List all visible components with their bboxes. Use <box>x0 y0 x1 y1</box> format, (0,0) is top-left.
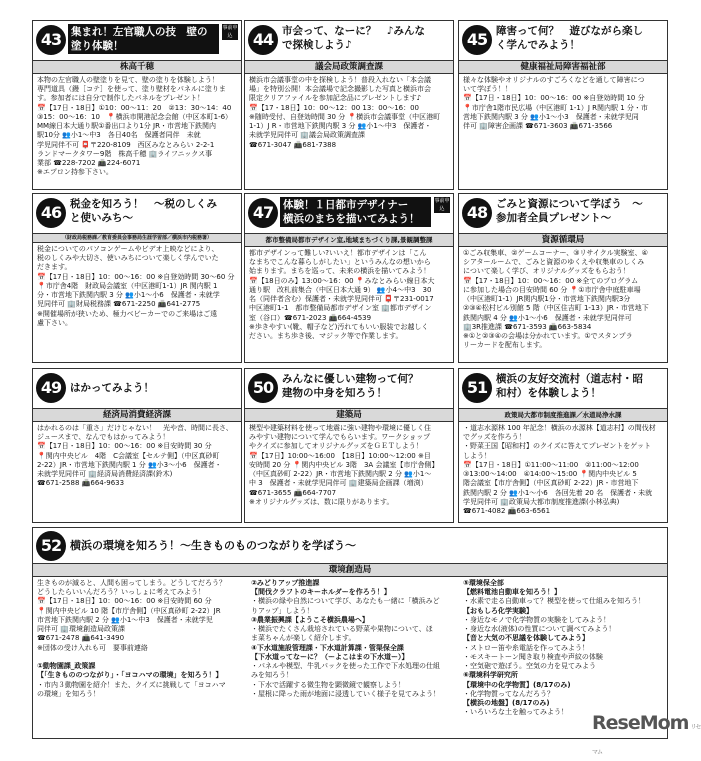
body-line: 都市デザインって難しい?いいえ！都市デザインは「こん <box>249 249 427 257</box>
card-header <box>245 194 453 234</box>
body-line: ※歩きやすい(靴、帽子など)汚れてもいい服装でお越しく <box>249 322 429 331</box>
body-line: ・横浜でたくさん栽培されている野菜や果物について、ほ <box>251 625 433 634</box>
body-line: どうしたらいいんだろう？いっしょに考えてみよう！ <box>37 588 205 597</box>
body-line: 同伴可 🏢環境創造局政策課 <box>37 625 125 634</box>
card-title: 横浜の友好交流村（道志村・昭和村）を体験しよう！ <box>496 373 643 399</box>
body-line: ☎671-2478 📠641-3490 <box>37 634 125 643</box>
column-1 <box>33 577 245 701</box>
department: 政策局大都市制度推進課／水道局浄水課 <box>459 409 667 422</box>
body-line: に参加した場合の目安時間 60 分 📍①市庁舎中庭駐車場 <box>463 285 641 294</box>
body-line: 【おもしろ化学実験】 <box>463 606 533 615</box>
body-line: 駅10分 👥小1～中3 各日40名 保護者同伴 未就 <box>37 131 201 140</box>
card-52 <box>32 527 668 739</box>
body-line: みを知ろう！ <box>251 671 293 680</box>
body-line: 未就学児同伴可 🏢議会局政策調査課 <box>249 131 365 140</box>
body-line: 中区港町1-1 都市整備局都市デザイン室 🏢都市デザイン <box>249 304 432 313</box>
body-line: ・パネルや模型、牛乳パックを使った工作で下水処理の仕組 <box>251 662 440 671</box>
body-line: 未就学児同伴可 🏢経済局消費経済課(鈴木) <box>37 470 173 479</box>
body-line: 市営地下鉄関内駅 2 分 👥小1～中3 保護者・未就学児 <box>37 615 213 624</box>
body-line: 【燃料電池自動車を知ろう！】 <box>463 588 561 597</box>
body-line: ①動物園課_政策課 <box>37 662 96 671</box>
card-header <box>459 194 667 234</box>
body-line: 業部 ☎228-7202 📠224-6071 <box>37 159 141 168</box>
body-line: しよう！ <box>463 451 491 460</box>
card-header <box>459 369 667 409</box>
body-line: 📅【17日】10:00～16:00 【18日】10:00～12:00 ※目 <box>249 451 431 460</box>
body-line: シアタールームで、ごみと資源のゆくえや収集車のしくみ <box>463 258 645 267</box>
body-line: 名（同伴者含む）保護者・未就学児同伴可 📮〒231-0017 <box>249 295 434 304</box>
card-title: 税金を知ろう！ ～税のしくみと使いみち～ <box>70 198 217 224</box>
body-line: ①ごみ収集車、②ゲームコーナー、③リサイクル実験室、④ <box>463 249 648 257</box>
body-line: 慮下さい。 <box>37 318 72 327</box>
body-line: ☎671-2588 📠664-9633 <box>37 479 125 488</box>
card-51 <box>458 368 668 523</box>
body-line: 📍市庁舎4階 財政局会議室（中区港町1-1）JR 関内駅 1 <box>37 281 218 290</box>
body-line: 【間伐クラフトのキーホルダーを作ろう！】 <box>251 588 391 597</box>
body-line: ・市内３動物園を紹介！また、クイズに挑戦して「ヨコハマ <box>37 680 226 689</box>
body-line: について楽しく学び、オリジナルグッズをもらおう！ <box>463 267 630 276</box>
department: 健康福祉局障害福祉部 <box>459 61 667 74</box>
card-number: 47 <box>248 198 278 228</box>
body-line: 鉄関内駅 4 分 👥小1～小6 保護者・未就学児同伴可 <box>463 313 632 322</box>
body-line: 学児同伴可 🏢政策局大都市制度推進課(小林弘典) <box>463 497 620 506</box>
body-line: ③農業振興課【ようこそ横浜農場へ】 <box>251 615 369 624</box>
body-line: ⑤環境保全部 <box>463 579 504 587</box>
column-3 <box>459 577 667 720</box>
body-line: 【下水道ってなーに？（ーよこはまの下水道ー）】 <box>251 652 409 661</box>
body-line: ・野菜王国【昭和村】のクイズに答えてプレゼントをゲット <box>463 442 652 451</box>
body-line: 営地下鉄関内駅 3 分 👥小1～小3 保護者・未就学児同 <box>463 112 639 121</box>
body-line: 📅【17日・18日】10：00～16：00 ※目安時間 60 分 <box>37 597 212 606</box>
body-line: ・身近な水(液体)の性質について調べてみよう！ <box>463 625 616 634</box>
card-header <box>33 369 241 409</box>
body-line: いて学ぼう！！ <box>463 85 512 94</box>
body-line: ☎671-4082 📠663-6561 <box>463 507 551 516</box>
card-body <box>459 422 667 518</box>
department: 環境創造局 <box>33 564 667 577</box>
card-50 <box>244 368 454 523</box>
body-line: ☎671-3655 📠664-7707 <box>249 488 337 497</box>
body-line: ②③④松村ビル別館 5 階（中区住吉町 1-13）JR・市営地下 <box>463 304 649 313</box>
card-49 <box>32 368 242 523</box>
body-line: ・横浜の緑や自然について学び、あなたも一緒に「横浜みど <box>251 597 440 606</box>
body-line: ・ストロー笛や糸電話を作ってみよう！ <box>463 643 589 652</box>
body-line: 横浜市会議事堂の中を探検しよう！普段入れない「本会議 <box>249 76 431 84</box>
body-line: （中区港町1-1）JR関内駅1分・市営地下鉄関内駅3分 <box>463 295 631 304</box>
body-line: 通り駅 改札前集合（中区日本大通 9） 👥小4～中3 30 <box>249 285 432 294</box>
body-line: 【環境中の化学物質】(8/17のみ) <box>463 680 571 689</box>
body-line: ・化学物質ってなんだろう？ <box>463 689 554 698</box>
body-line: 📅【17日・18日】①11:00～11:00 ②11:00～12:00 <box>463 460 639 469</box>
body-line: 生きものが減ると、人間も困ってしまう。どうしてだろう？ <box>37 579 226 587</box>
card-header <box>33 21 241 61</box>
body-line: ・空気砲で遊ぼう。空気の力を見てみよう <box>463 662 596 671</box>
body-line: 📍関内中央ビル 4階 C会議室【セルテ側】（中区真砂町 <box>37 451 220 460</box>
card-number: 45 <box>462 25 492 55</box>
department: 株高千穂 <box>33 61 241 74</box>
body-line <box>37 653 241 662</box>
card-header <box>459 21 667 61</box>
body-line: やクイズに参加してオリジナルグッズをＧＥＴしよう！ <box>249 442 423 451</box>
body-line: 📅【17・18日】10：00～16：00 ※全てのプログラム <box>463 276 639 285</box>
body-line: 専門道具（鏝［コテ］を使って、塗り壁材をパネルに塗りま <box>37 85 226 94</box>
card-number: 44 <box>248 25 278 55</box>
body-line: 学児同伴不可 📮〒220-8109 西区みなとみらい 2-2-1 <box>37 140 215 149</box>
card-title: ごみと資源について学ぼう ～参加者全員プレゼント～ <box>496 198 643 224</box>
department: 議会局政策調査課 <box>245 61 453 74</box>
body-line: 【横浜の地盤】(8/17のみ) <box>463 699 550 708</box>
card-body <box>245 74 453 152</box>
body-line: （中区真砂町 2-22）JR・市営地下鉄関内駅 2 分 👥小1～ <box>249 470 432 479</box>
body-line: 📍市庁舎1階市民広場（中区港町 1-1）J R関内駅 1 分・市 <box>463 103 648 112</box>
card-47 <box>244 193 454 363</box>
body-line: の環境」を知ろう！ <box>37 689 100 698</box>
card-header <box>245 369 453 409</box>
body-line: ・道志水源林 100 年記念！横浜の水源林【道志村】の間伐材 <box>463 424 656 432</box>
card-number: 49 <box>36 373 66 403</box>
body-line: りアップ」しよう！ <box>251 606 314 615</box>
card-48 <box>458 193 668 363</box>
body-line: す。参加者には自分で制作したパネルをプレゼント！ <box>37 94 205 103</box>
card-number: 50 <box>248 373 278 403</box>
body-line: 📅【17日・18日】10：00～16：00 ※自登効時間 10 分 <box>463 94 645 103</box>
card-body <box>245 247 453 343</box>
body-line: ※オリジナルグッズは、数に限りがあります。 <box>249 497 394 506</box>
body-line: 【「生きもののつながり」・「ヨコハマの環境」を知ろう！】 <box>37 671 223 680</box>
body-line: 1-1）J R・市営地下鉄関内駅 3 分 👥小1～中3 保護者・ <box>249 122 432 131</box>
body-line: 📅【17日・18日】①10：00～11：20 ②13：30～14：40 <box>37 103 232 112</box>
body-line: ・下水で活躍する微生物を顕微鏡で観察しよう！ <box>251 680 405 689</box>
body-line: ださい。まち歩き後、マジック等で作業します。 <box>249 332 403 341</box>
body-line: 📅【18日のみ】13:00～16：00 📍みなとみらい線日本大 <box>249 276 435 285</box>
card-title: 横浜の環境を知ろう！～生きものものつながりを学ぼう～ <box>70 539 356 552</box>
pre-registration-tag: 事前申込 <box>434 198 450 212</box>
card-body <box>459 74 667 133</box>
body-line: 模型や建築材料を使って地震に強い建物や環境に優しく住 <box>249 424 431 432</box>
pre-registration-tag: 事前申込 <box>222 25 238 39</box>
card-43 <box>32 20 242 190</box>
body-line: ※エプロン持参下さい。 <box>37 168 113 177</box>
body-line: 限定クリアファイルを参加記念品にプレゼントします♪ <box>249 94 422 103</box>
body-line: 中 3 保護者・未就学児同伴可 🏢建築局企画課（増渕） <box>249 479 428 488</box>
body-line: 📅【17日・18日】10：00～16：00 ※自登効時間 30～60 分 <box>37 272 235 281</box>
department: 資源循環局 <box>459 234 667 247</box>
body-line: 児同伴可 🏢財局税務課 ☎671-2250 📠641-2775 <box>37 300 201 309</box>
body-line: 税金についてのパソコンゲームやビデオ上映などにより、 <box>37 245 219 253</box>
body-line: ジュースまで、なんでもはかってみよう！ <box>37 433 170 442</box>
card-body <box>33 74 241 180</box>
card-number: 48 <box>462 198 492 228</box>
body-line: 本物の左官職人の壁塗りを見て、壁の塗りを体験しよう！ <box>37 76 219 84</box>
body-line: ・身近なモノで化学物質の実験をしてみよう！ <box>463 615 611 624</box>
body-line: でグッズを作ろう！ <box>463 433 526 442</box>
body-line: だきます。 <box>37 263 72 272</box>
card-title: 体験！１日都市デザイナー 横浜のまちを描いてみよう！ <box>280 197 431 227</box>
card-body <box>459 247 667 353</box>
card-title: はかってみよう！ <box>70 382 154 394</box>
body-line: ④下水道施設管理課・下水道計算課・管渠保全課 <box>251 643 404 652</box>
body-line: 階会議室【市庁舎側】（中区真砂町 2-22）JR・市営地下 <box>463 479 639 488</box>
department: 経済局消費経済課 <box>33 409 241 422</box>
body-line: ③13:00～14:00 ④14:00～15:00 📍関内中央ビル 5 <box>463 470 637 479</box>
logo-subtext: リセマム <box>592 724 701 757</box>
column-2 <box>247 577 457 701</box>
card-title: 市会って、なーに？ ♪みんなで探検しよう♪ <box>282 25 425 51</box>
body-line: なまちでこんな暮らしがしたい」というみんなの想いから <box>249 258 431 267</box>
body-line: 室（谷口）☎671-2023 📠664-4539 <box>249 313 372 322</box>
body-line: みやすい建物について学んでもらいます。ワークショップ <box>249 433 431 442</box>
department: 建築局 <box>245 409 453 422</box>
body-line: ☎671-3047 📠681-7388 <box>249 140 337 149</box>
body-line: ③15：00～16：10 📍横浜市開港記念会館（中区本町1-6） <box>37 112 233 121</box>
body-line: 伴可 🏢障害企画課 ☎671-3603 📠671-3566 <box>463 122 613 131</box>
card-body <box>33 422 241 491</box>
body-line: ・いろいろな土を触ってみよう！ <box>463 708 568 717</box>
card-title: 集まれ！左官職人の技 壁の塗り体験！ <box>68 24 219 54</box>
card-header <box>33 194 241 234</box>
card-body <box>33 243 241 330</box>
logo-text: ReseMom <box>592 712 689 734</box>
body-line: ・水素で走る自動車って？模型を使って仕組みを知ろう！ <box>463 597 645 606</box>
body-line: ②みどりアップ推進課 <box>251 579 320 587</box>
body-line: ランドマークタワー9階 株高千穂 🏢ライフニックス事 <box>37 149 213 158</box>
card-number: 46 <box>36 198 66 228</box>
card-number: 43 <box>36 25 66 55</box>
card-46 <box>32 193 242 363</box>
body-line: 🏢3R推進課 ☎671-3593 📠663-5834 <box>463 322 592 331</box>
body-line: 分・市営地下鉄関内駅 3 分 👥小1～小6 保護者・未就学 <box>37 291 220 300</box>
body-line: ※開催場所が狭いため、極力ベビーカーでのご来場はご遠 <box>37 309 218 318</box>
card-body <box>245 422 453 509</box>
body-line: 場」を特別公開！本会議場で記念撮影した写真と横浜市会 <box>249 85 431 94</box>
card-number: 52 <box>36 531 66 561</box>
department: 都市整備局都市デザイン室,地域まちづくり課,景観調整課 <box>245 234 453 247</box>
body-line: はかれるのは「重さ」だけじゃない！ 光や音、時間に長さ、 <box>37 424 233 432</box>
body-line: 始まります。まちを巡って、未来の横浜を描いてみよう！ <box>249 267 431 276</box>
card-45 <box>458 20 668 190</box>
body-line: 📅【17日・18日】10：00～16：00 ※目安時間 30 分 <box>37 442 212 451</box>
body-line: 安時間 20 分 📍関内中央ビル 3階 3A 会議室【市庁舎側】 <box>249 460 439 469</box>
body-line: ・屋根に降った雨が地面に浸透していく様子を見てみよう！ <box>251 689 440 698</box>
body-line: 税のしくみや大切さ、使いみちについて楽しく学んでいた <box>37 254 219 263</box>
body-line: リーカードを配布します。 <box>463 341 547 350</box>
body-line: ※団体の受け入れも可 要事前連絡 <box>37 643 148 652</box>
body-line: MM線日本大通り駅①番出口より1分 JR・市営地下鉄関内 <box>37 122 216 131</box>
body-line: ※随時受付、自登効時間 30 分 📍横浜市会議事堂（中区港町 <box>249 112 441 121</box>
body-line: 様々な体験やオリジナルのすごろくなどを通して障害につ <box>463 76 645 84</box>
body-line: 鉄関内駅 2 分 👥小1～小6 各回先着 20 名 保護者・未就 <box>463 488 653 497</box>
body-line: ※①と②③④の会場は分かれています。①でスタンプラ <box>463 332 633 341</box>
card-title: 障害って何？ 遊びながら楽しく学んでみよう！ <box>496 25 643 51</box>
body-line: 📅【17・18日】10：00～12：00 13：00～16：00 <box>249 103 420 112</box>
resemom-logo <box>592 711 701 761</box>
card-44 <box>244 20 454 190</box>
body-line: 【音と大気の不思議を体験してみよう】 <box>463 634 589 643</box>
body-line: ⑥環境科学研究所 <box>463 671 518 680</box>
body-line: ・モスキートーン聞き取り検査や声紋の体験 <box>463 652 603 661</box>
card-number: 51 <box>462 373 492 403</box>
card-header <box>245 21 453 61</box>
department: （財政局税務課／教育委員会事務局生涯学習部／横浜市内税務署） <box>33 234 241 243</box>
body-line: 📍関内中央ビル 10 階【市庁舎側】（中区真砂町 2-22）JR <box>37 606 221 615</box>
body-line: 2-22）JR・市営地下鉄関内駅 1 分 👥小3～小6 保護者・ <box>37 460 222 469</box>
card-header <box>33 528 667 564</box>
body-line: ま菜ちゃんが楽しく紹介します。 <box>251 634 356 643</box>
card-title: みんなに優しい建物って何？ 建物の中身を知ろう！ <box>282 373 429 399</box>
